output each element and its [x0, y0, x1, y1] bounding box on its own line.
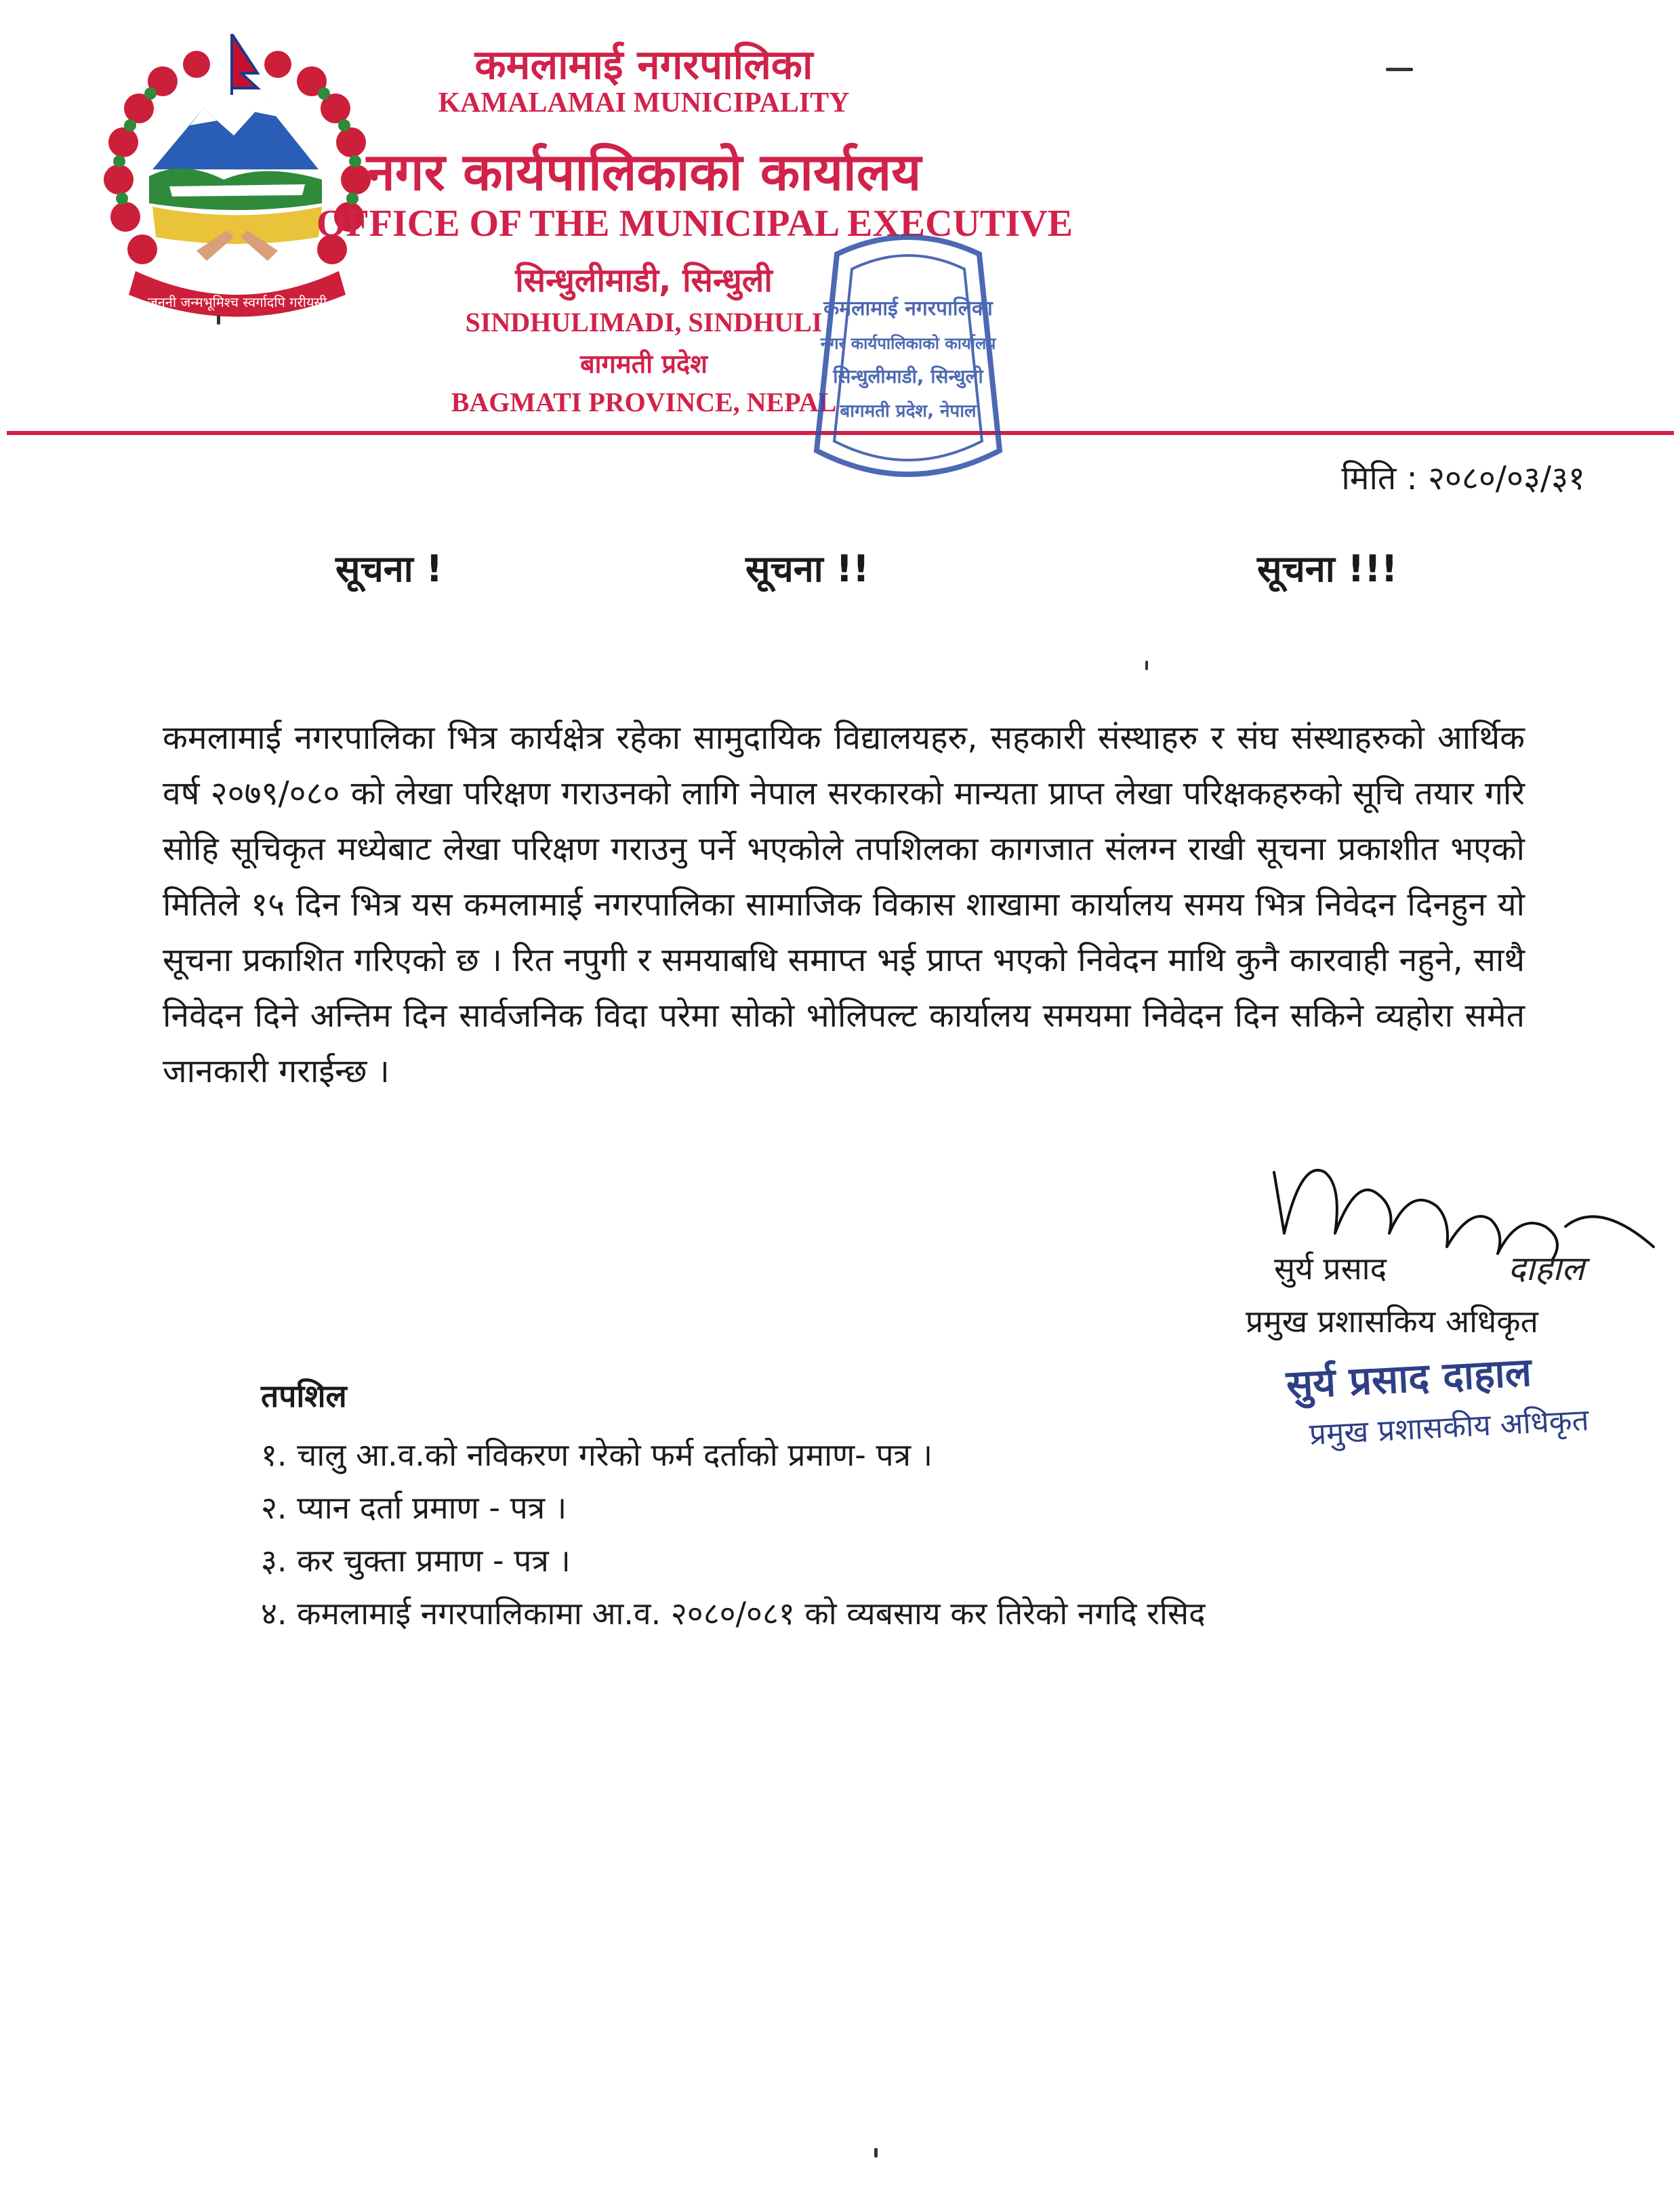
municipality-name-np: कमलामाई नगरपालिका: [474, 41, 813, 89]
stamp-text-2: नगर कार्यपालिकाको कार्यालय: [820, 334, 996, 353]
scan-speck: [217, 315, 220, 325]
province-en: BAGMATI PROVINCE, NEPAL: [451, 387, 837, 417]
notice-heading-1: सूचना !: [335, 548, 443, 590]
notice-body: कमलामाई नगरपालिका भित्र कार्यक्षेत्र रहेका सामुदायिक विद्यालयहरु, सहकारी संस्थाहरु र संघ संस्थाहरुको आर्थिक वर्ष २०७९/०८० को लेखा परिक्षण गराउनको लागि नेपाल सरकारको मान्यता प्राप्त लेखा परिक्षकहरुको सूचि तयार गरि सोहि सूचिकृत मध्येबाट लेखा परिक्षण गराउनु पर्ने भएकोले तपशिलका कागजात संलग्न राखी सूचना प्रकाशीत भएको मितिले १५ दिन भित्र यस कमलामाई नगरपालिका सामाजिक विकास शाखामा कार्यालय समय भित्र निवेदन दिनहुन यो सूचना प्रकाशित गरिएको छ । रित नपुगी र समयाबधि समाप्त भई प्राप्त भएको निवेदन माथि कुनै कारवाही नहुने, साथै निवेदन दिने अन्तिम दिन सार्वजनिक विदा परेमा सोको भोलिपल्ट कार्यालय समयमा निवेदन दिन सकिने व्यहोरा समेत जानकारी गराईन्छ ।: [163, 719, 1525, 1090]
emblem-motto: जननी जन्मभूमिश्च स्वर्गादपि गरीयसी: [147, 294, 327, 310]
scan-speck: [1145, 661, 1148, 670]
attachment-item: ४. कमलामाई नगरपालिकामा आ.व. २०८०/०८१ को व्यबसाय कर तिरेको नगदि रसिद: [261, 1595, 1206, 1632]
scan-speck: [1386, 68, 1413, 71]
notice-heading-3: सूचना !!!: [1257, 548, 1398, 590]
date-label: मिति :: [1341, 459, 1418, 497]
issue-date: [1341, 455, 1585, 499]
attachment-item: ३. कर चुक्ता प्रमाण - पत्र ।: [261, 1542, 571, 1579]
date-value: २०८०/०३/३१: [1427, 459, 1585, 497]
signatory-title: प्रमुख प्रशासकिय अधिकृत: [1246, 1303, 1538, 1340]
attachment-item: २. प्यान दर्ता प्रमाण - पत्र ।: [261, 1489, 567, 1526]
seal-title: प्रमुख प्रशासकीय अधिकृत: [1308, 1403, 1590, 1452]
province-np: बागमती प्रदेश: [579, 349, 708, 379]
notice-heading-2: सूचना !!: [745, 548, 869, 590]
signatory-surname-handwritten: दाहाल: [1508, 1249, 1584, 1288]
attachment-item: १. चालु आ.व.को नविकरण गरेको फर्म दर्ताको प्रमाण- पत्र ।: [261, 1437, 933, 1473]
location-en: SINDHULIMADI, SINDHULI: [465, 307, 823, 337]
scan-speck: [874, 2148, 878, 2158]
name-seal: [1278, 1340, 1595, 1472]
stamp-text-1: कमलामाई नगरपालिका: [823, 297, 993, 321]
signatory-name: सुर्य प्रसाद: [1274, 1250, 1387, 1287]
municipality-name-en: KAMALAMAI MUNICIPALITY: [438, 87, 850, 119]
attachments-title: तपशिल: [261, 1378, 347, 1414]
stamp-text-3: सिन्धुलीमाडी, सिन्धुली: [833, 365, 983, 388]
office-stamp-icon: [796, 227, 1020, 505]
location-np: सिन्धुलीमाडी, सिन्धुली: [515, 262, 773, 300]
office-name-np: नगर कार्यपालिकाको कार्यालय: [366, 142, 922, 202]
stamp-text-4: बागमती प्रदेश, नेपाल: [840, 401, 977, 421]
seal-name: सुर्य प्रसाद दाहाल: [1285, 1348, 1533, 1408]
attachments-list: [261, 1428, 1206, 1640]
office-name-en: OFFICE OF THE MUNICIPAL EXECUTIVE: [316, 203, 1073, 245]
